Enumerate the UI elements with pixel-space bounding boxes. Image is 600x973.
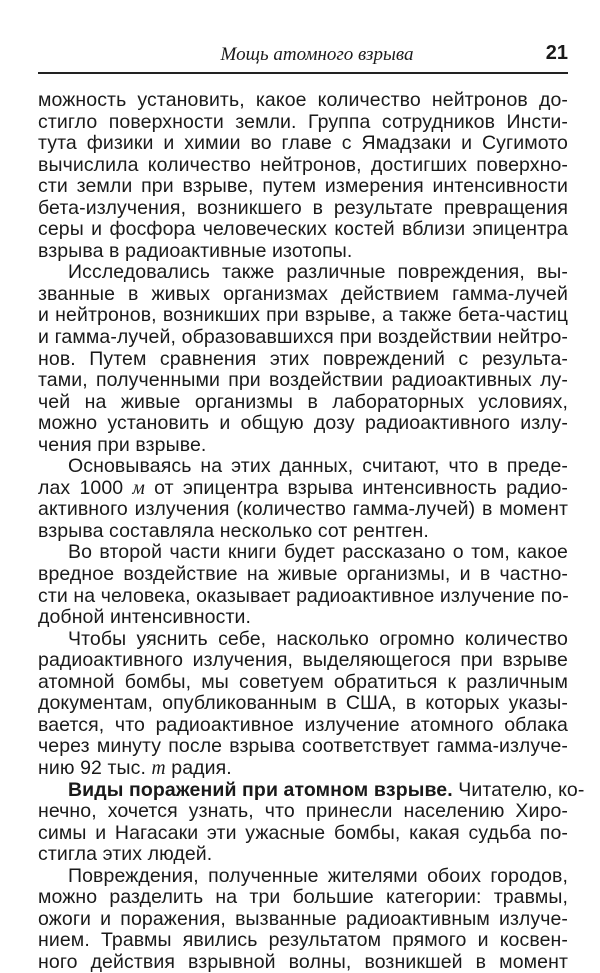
paragraph bbox=[38, 262, 568, 456]
text-segment: Читателю, ко- bbox=[452, 778, 585, 801]
text-line: взрыва в радиоактивные изотопы. bbox=[38, 239, 353, 262]
text-line: нов. Путем сравнения этих повреждений с результа- bbox=[38, 347, 568, 370]
text-line: радиоактивного излучения, выделяющегося при взрыве bbox=[38, 649, 568, 672]
text-line: нечно, хочется узнать, что принесли населению Хиро- bbox=[38, 800, 568, 823]
text-line: добной интенсивности. bbox=[38, 606, 252, 629]
body-text bbox=[38, 89, 585, 973]
text-line: бета-излучения, возникшего в результате превращения bbox=[38, 196, 568, 219]
text-line: стигла этих людей. bbox=[38, 843, 213, 866]
unit-text: м bbox=[132, 477, 145, 499]
paragraph bbox=[38, 866, 568, 973]
text-line: и нейтронов, возникших при взрыве, а также бета-частиц bbox=[38, 304, 568, 327]
text-line: Повреждения, полученные жителями обоих городов, bbox=[68, 864, 568, 887]
text-line: взрыва составляла несколько сот рентген. bbox=[38, 519, 429, 542]
text-segment: нию 92 тыс. bbox=[38, 756, 152, 779]
text-line: документам, опубликованным в США, в которых указы- bbox=[38, 692, 568, 715]
text-line bbox=[38, 778, 585, 802]
text-segment: от эпицентра взрыва интенсивность радио- bbox=[144, 476, 569, 499]
text-segment: радия. bbox=[165, 756, 232, 779]
paragraph bbox=[38, 456, 568, 542]
unit-text: т bbox=[151, 757, 166, 779]
text-line: атомной бомбы, мы советуем обратиться к различным bbox=[38, 670, 568, 693]
text-line: вредное воздействие на живые организмы, и в частно- bbox=[38, 563, 568, 586]
text-line: симы и Нагасаки эти ужасные бомбы, какая судьба по- bbox=[38, 821, 568, 844]
text-line: можно установить и общую дозу радиоактивного излу- bbox=[38, 412, 568, 435]
text-line: тами, полученными при воздействии радиоактивных лу- bbox=[38, 369, 568, 392]
text-line: можность установить, какое количество нейтронов до- bbox=[38, 89, 568, 111]
text-line: Чтобы уяснить себе, насколько огромно количество bbox=[68, 627, 568, 650]
text-line: вычислила количество нейтронов, достигших поверхно- bbox=[38, 153, 568, 176]
text-line: активного излучения (количество гамма-лучей) в момент bbox=[38, 498, 568, 521]
section-heading: Виды поражений при атомном взрыве. bbox=[68, 778, 453, 801]
running-title: Мощь атомного взрыва bbox=[220, 44, 414, 65]
text-line: можно разделить на три большие категории: травмы, bbox=[38, 886, 568, 909]
paragraph bbox=[38, 778, 585, 866]
text-line: Исследовались также различные повреждения, вы- bbox=[68, 261, 568, 284]
text-segment: лах 1000 bbox=[38, 476, 133, 499]
text-line: ожоги и поражения, вызванные радиоактивным излуче- bbox=[38, 907, 568, 930]
text-line: Во второй части книги будет рассказано о том, какое bbox=[68, 541, 568, 564]
text-line: Основываясь на этих данных, считают, что в преде- bbox=[68, 455, 568, 478]
text-line: и гамма-лучей, образовавшихся при воздействии нейтро- bbox=[38, 326, 568, 349]
page-number: 21 bbox=[545, 42, 568, 64]
text-line: через минуту после взрыва соответствует гамма-излуче- bbox=[38, 735, 568, 758]
text-line: стигло поверхности земли. Группа сотрудников Инсти- bbox=[38, 110, 568, 133]
text-line: вается, что радиоактивное излучение атомного облака bbox=[38, 713, 568, 736]
text-line: тута физики и химии во главе с Ямадзаки и Сугимото bbox=[38, 132, 568, 155]
text-line bbox=[38, 758, 568, 780]
text-line: нием. Травмы явились результатом прямого и косвен- bbox=[38, 929, 568, 952]
text-line: сти на человека, оказывает радиоактивное излучение по- bbox=[38, 584, 569, 607]
text-line: званные в живых организмах действием гамма-лучей bbox=[38, 282, 568, 305]
paragraph bbox=[38, 542, 568, 628]
text-line: сти земли при взрыве, путем измерения интенсивности bbox=[38, 175, 568, 198]
paragraph bbox=[38, 90, 568, 262]
paragraph bbox=[38, 629, 568, 780]
text-line: серы и фосфора человеческих костей вблизи эпицентра bbox=[38, 218, 568, 241]
header-rule bbox=[38, 72, 568, 74]
text-line: ного действия взрывной волны, возникшей в момент bbox=[38, 950, 568, 973]
page-header bbox=[38, 38, 568, 72]
text-line: чей на живые организмы в лабораторных условиях, bbox=[38, 390, 568, 413]
text-line: чения при взрыве. bbox=[38, 433, 207, 456]
text-line bbox=[38, 478, 568, 500]
